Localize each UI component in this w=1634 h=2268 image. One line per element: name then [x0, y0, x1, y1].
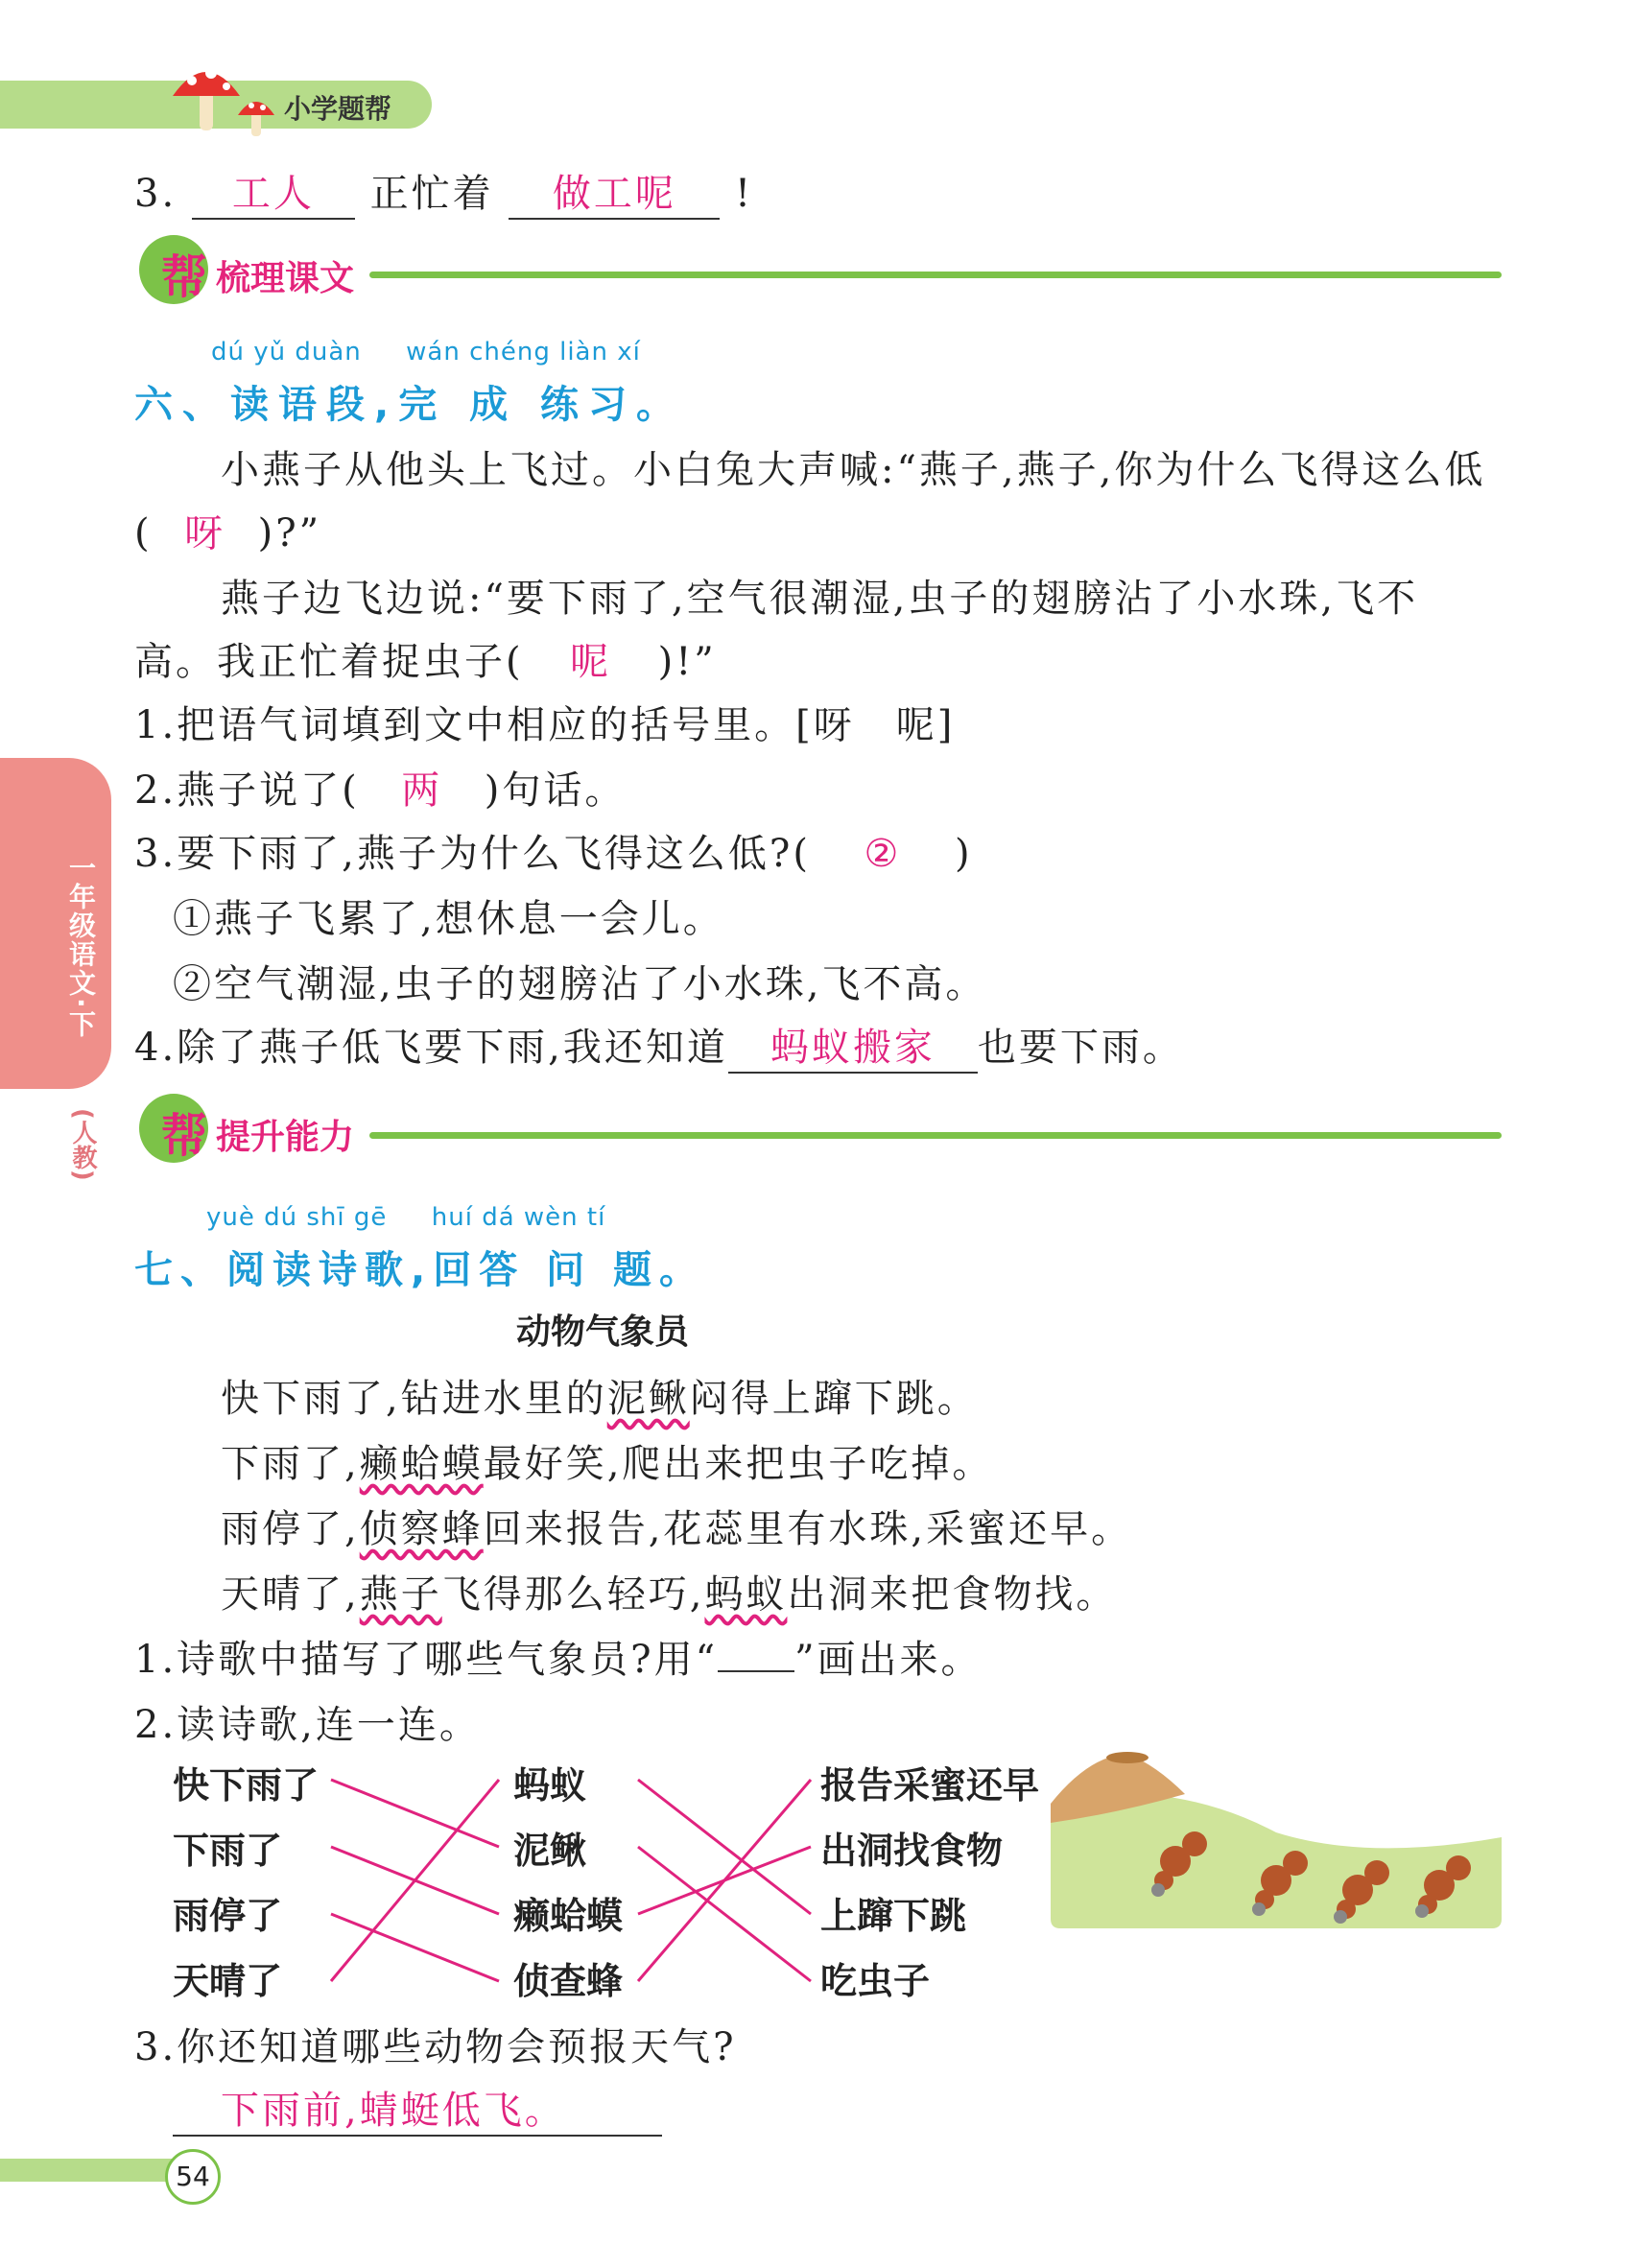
answer-blank: 工人 [192, 163, 355, 220]
poem-title: 动物气象员 [516, 1312, 690, 1352]
footer-band [0, 2159, 173, 2182]
passage-line: 燕子边飞边说:“要下雨了,空气很潮湿,虫子的翅膀沾了小水珠,飞不 [221, 577, 1419, 621]
q6-heading: 六、读语段,完 成 练习。 [134, 383, 685, 427]
q6-item-2: 2.燕子说了( 两 )句话。 [134, 760, 626, 815]
q7-item-3: 3.你还知道哪些动物会预报天气? [134, 2025, 737, 2069]
match-right-item: 吃虫子 [820, 1960, 931, 2002]
ants-illustration [1051, 1746, 1502, 1928]
q7-item-1: 1.诗歌中描写了哪些气象员?用“ ”画出来。 [134, 1638, 983, 1682]
match-left-item: 雨停了 [173, 1895, 283, 1937]
match-line [638, 1780, 811, 1914]
match-right-item: 上蹿下跳 [820, 1895, 967, 1937]
answer-line: 下雨前,蜻蜓低飞。 [173, 2080, 662, 2137]
answer-text: 两 [401, 768, 443, 813]
section-title: 提升能力 [216, 1118, 355, 1157]
grade-label: 一年级语文·下 [65, 854, 97, 1039]
match-line [331, 1780, 499, 1847]
section-title: 梳理课文 [216, 259, 355, 298]
q6-option-1: ①燕子飞累了,想休息一会儿。 [173, 897, 724, 941]
passage-line: 小燕子从他头上飞过。小白兔大声喊:“燕子,燕子,你为什么飞得这么低 [221, 448, 1486, 492]
match-mid-item: 侦查蜂 [513, 1960, 624, 2002]
q7-heading: 七、阅读诗歌,回答 问 题。 [134, 1248, 706, 1292]
edition-label: (人教) [68, 1108, 97, 1181]
match-left-item: 快下雨了 [173, 1764, 320, 1807]
q6-item-3: 3.要下雨了,燕子为什么飞得这么低?( ② ) [134, 832, 973, 876]
brand-label: 小学题帮 [284, 93, 392, 125]
animal-underline: 燕子 [359, 1572, 442, 1617]
answer-text: 呀 [184, 511, 226, 555]
match-mid-item: 泥鳅 [513, 1830, 587, 1872]
answer-text: 呢 [570, 640, 612, 684]
q7-item-2: 2.读诗歌,连一连。 [134, 1703, 481, 1747]
animal-underline: 癞蛤蟆 [359, 1442, 484, 1486]
poem-line: 快下雨了,钻进水里的泥鳅闷得上蹿下跳。 [221, 1377, 979, 1421]
match-right-item: 出洞找食物 [820, 1830, 1004, 1872]
passage-line: ( 呀 )?” [134, 503, 321, 557]
answer-blank: 蚂蚁搬家 [728, 1017, 978, 1074]
section-badge-char: 帮 [161, 250, 208, 304]
q6-item-4: 4.除了燕子低飞要下雨,我还知道 蚂蚁搬家 也要下雨。 [134, 1017, 1184, 1074]
q6-option-2: ②空气潮湿,虫子的翅膀沾了小水珠,飞不高。 [173, 962, 987, 1006]
poem-line: 雨停了,侦察蜂回来报告,花蕊里有水珠,采蜜还早。 [221, 1507, 1133, 1551]
prev-question-3: 3. 工人 正忙着 做工呢 ! [134, 163, 753, 220]
answer-text: ② [864, 832, 902, 876]
poem-line: 天晴了,燕子飞得那么轻巧,蚂蚁出洞来把食物找。 [221, 1572, 1118, 1617]
match-line [638, 1847, 811, 1981]
animal-underline: 侦察蜂 [359, 1507, 484, 1551]
match-mid-item: 癞蛤蟆 [513, 1895, 624, 1937]
match-line [638, 1780, 811, 1981]
poem-line: 下雨了,癞蛤蟆最好笑,爬出来把虫子吃掉。 [221, 1442, 994, 1486]
page-number: 54 [165, 2149, 221, 2205]
animal-underline: 泥鳅 [606, 1377, 690, 1421]
match-left-item: 下雨了 [173, 1830, 283, 1872]
section-badge-char: 帮 [161, 1109, 208, 1163]
match-line [331, 1780, 499, 1981]
pinyin-row: yuè dú shī gē huí dá wèn tí [206, 1203, 606, 1232]
q6-item-1: 1.把语气词填到文中相应的括号里。[呀 呢] [134, 703, 956, 747]
answer-blank: 做工呢 [509, 163, 720, 220]
passage-line: 高。我正忙着捉虫子( 呢 )!” [134, 631, 717, 686]
match-line [331, 1914, 499, 1981]
match-right-item: 报告采蜜还早 [820, 1764, 1040, 1807]
pinyin-row: dú yǔ duàn wán chéng liàn xí [211, 338, 641, 366]
animal-underline: 蚂蚁 [704, 1572, 788, 1617]
match-mid-item: 蚂蚁 [513, 1764, 587, 1807]
match-left-item: 天晴了 [173, 1960, 283, 2002]
